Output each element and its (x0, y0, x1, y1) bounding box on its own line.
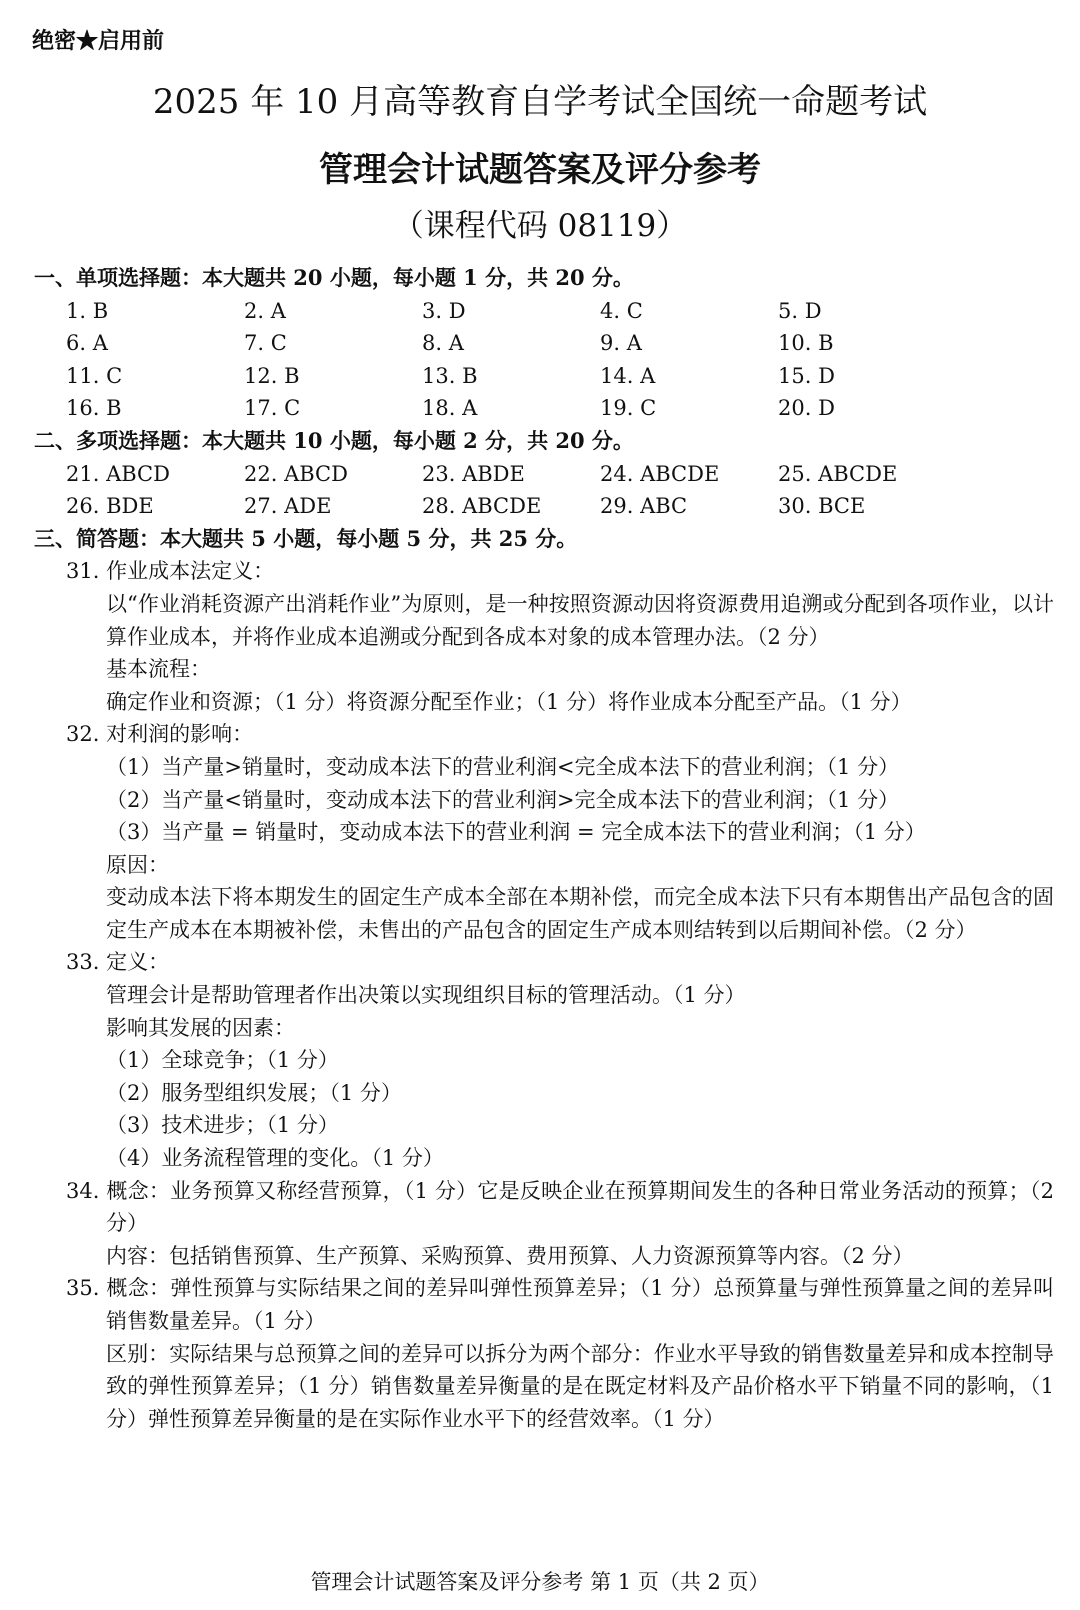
question-33-factor-1: （1）全球竞争；（1 分） (106, 1048, 339, 1073)
answer-item: 18. A (422, 396, 478, 421)
answer-item: 2. A (244, 298, 286, 323)
answer-item: 20. D (778, 396, 835, 421)
exam-title: 2025 年 10 月高等教育自学考试全国统一命题考试 (152, 82, 928, 122)
question-31-process: 确定作业和资源；（1 分）将资源分配至作业；（1 分）将作业成本分配至产品。（1 分） (106, 689, 912, 714)
answer-item: 10. B (778, 331, 834, 356)
question-33-title: 33. 定义： (66, 950, 170, 975)
question-32-item-2: （2）当产量<销量时，变动成本法下的营业利润>完全成本法下的营业利润；（1 分） (106, 787, 900, 812)
question-31-title: 31. 作业成本法定义： (66, 559, 275, 584)
answer-item: 26. BDE (66, 494, 154, 519)
page-footer: 管理会计试题答案及评分参考 第 1 页（共 2 页） (310, 1570, 770, 1594)
confidential-mark: 绝密★启用前 (32, 28, 165, 54)
question-32-title: 32. 对利润的影响： (66, 722, 254, 747)
answer-content (34, 262, 1054, 1435)
answer-item: 4. C (600, 298, 643, 323)
section-multiple-choice-heading: 二、多项选择题：本大题共 10 小题，每小题 2 分，共 20 分。 (34, 427, 634, 453)
answer-row (34, 295, 1054, 328)
section-short-answer-heading: 三、简答题：本大题共 5 小题，每小题 5 分，共 25 分。 (34, 525, 578, 551)
question-31-process-label: 基本流程： (106, 657, 211, 682)
answer-item: 14. A (600, 363, 656, 388)
answer-item: 12. B (244, 363, 300, 388)
answer-item: 7. C (244, 331, 287, 356)
answer-item: 11. C (66, 363, 123, 388)
answer-item: 6. A (66, 331, 108, 356)
question-33-factor-4: （4）业务流程管理的变化。（1 分） (106, 1146, 444, 1171)
answer-item: 13. B (422, 363, 478, 388)
answer-item: 24. ABCDE (600, 461, 720, 486)
answer-item: 16. B (66, 396, 122, 421)
answer-item: 15. D (778, 363, 835, 388)
question-31-definition: 以“作业消耗资源产出消耗作业”为原则，是一种按照资源动因将资源费用追溯或分配到各项作业，以计算作业成本，并将作业成本追溯或分配到各成本对象的成本管理办法。（2 分） (106, 591, 1054, 649)
question-34-content: 内容：包括销售预算、生产预算、采购预算、费用预算、人力资源预算等内容。（2 分） (106, 1243, 914, 1268)
answer-item: 21. ABCD (66, 461, 170, 486)
question-33-definition: 管理会计是帮助管理者作出决策以实现组织目标的管理活动。（1 分） (106, 983, 746, 1008)
document-title: 管理会计试题答案及评分参考 (319, 150, 761, 190)
answer-item: 25. ABCDE (778, 461, 898, 486)
answer-item: 30. BCE (778, 494, 866, 519)
answer-row (34, 327, 1054, 360)
question-32-item-1: （1）当产量>销量时，变动成本法下的营业利润<完全成本法下的营业利润；（1 分） (106, 754, 900, 779)
answer-item: 17. C (244, 396, 301, 421)
answer-item: 8. A (422, 331, 464, 356)
question-33-factor-2: （2）服务型组织发展；（1 分） (106, 1080, 402, 1105)
section-single-choice-heading: 一、单项选择题：本大题共 20 小题，每小题 1 分，共 20 分。 (34, 265, 634, 290)
answer-item: 28. ABCDE (422, 494, 542, 519)
answer-item: 9. A (600, 331, 642, 356)
answer-item: 3. D (422, 298, 466, 323)
question-32-item-3: （3）当产量 = 销量时，变动成本法下的营业利润 = 完全成本法下的营业利润；（1 分） (106, 820, 926, 845)
answer-row (34, 490, 1054, 523)
answer-item: 1. B (66, 298, 109, 323)
question-32-reason: 变动成本法下将本期发生的固定生产成本全部在本期补偿，而完全成本法下只有本期售出产品包含的固定生产成本在本期被补偿，未售出的产品包含的固定生产成本则结转到以后期间补偿。（2 分） (106, 885, 1054, 942)
answer-row (34, 392, 1054, 425)
answer-item: 19. C (600, 396, 657, 421)
answer-row (34, 360, 1054, 393)
answer-item: 5. D (778, 298, 822, 323)
answer-item: 27. ADE (244, 494, 332, 519)
question-33-factor-3: （3）技术进步；（1 分） (106, 1113, 339, 1138)
question-33-factors-label: 影响其发展的因素： (106, 1015, 295, 1040)
answer-item: 22. ABCD (244, 461, 348, 486)
question-32-reason-label: 原因： (106, 852, 169, 877)
question-34-concept: 34. 概念：业务预算又称经营预算，（1 分）它是反映企业在预算期间发生的各种日常业务活动的预算；（2 分） (66, 1178, 1054, 1236)
question-35-difference: 区别：实际结果与总预算之间的差异可以拆分为两个部分：作业水平导致的销售数量差异和成本控制导致的弹性预算差异；（1 分）销售数量差异衡量的是在既定材料及产品价格水平下销量不同的影响，（1 分）弹性预算差异衡量的是在实际作业水平下的经营效率。（1 分） (106, 1341, 1054, 1431)
question-35-concept: 35. 概念：弹性预算与实际结果之间的差异叫弹性预算差异；（1 分）总预算量与弹性预算量之间的差异叫销售数量差异。（1 分） (66, 1276, 1054, 1333)
answer-item: 29. ABC (600, 494, 688, 519)
answer-row (34, 458, 1054, 491)
course-code: （课程代码 08119） (392, 208, 688, 244)
answer-item: 23. ABDE (422, 461, 525, 486)
